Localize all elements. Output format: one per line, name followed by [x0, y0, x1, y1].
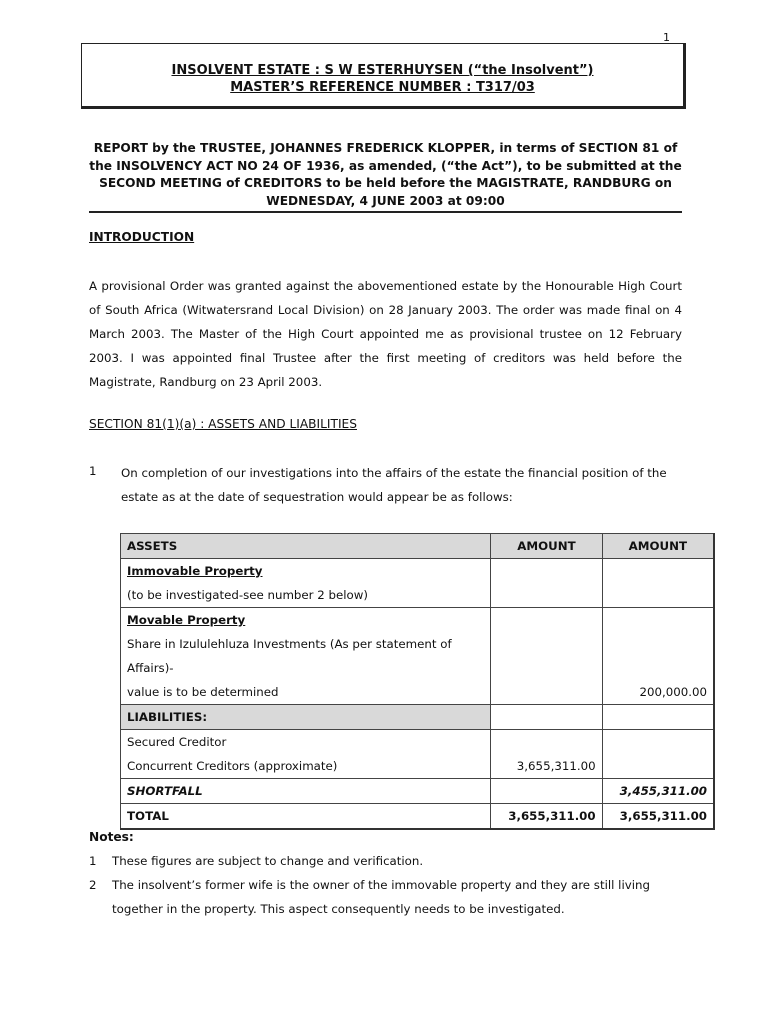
table-row: [121, 779, 715, 804]
list-item: [89, 873, 682, 921]
empty-cell: [491, 779, 602, 804]
table-row: [121, 730, 715, 779]
total-label: TOTAL: [121, 804, 491, 830]
movable-property-line-2: value is to be determined: [127, 685, 279, 699]
table-header-row: [121, 534, 715, 559]
secured-creditor-label: Secured Creditor: [127, 735, 227, 749]
header-assets: ASSETS: [121, 534, 491, 559]
page-number: 1: [663, 31, 670, 44]
table-row: [121, 608, 715, 705]
section-heading: SECTION 81(1)(a) : ASSETS AND LIABILITIES: [89, 417, 357, 431]
header-amount-2: AMOUNT: [602, 534, 714, 559]
introduction-text: A provisional Order was granted against the abovementioned estate by the Honourable High Court of South Africa (Witwatersrand Local Division) on 28 January 2003. The order was made final on 4 March 2003. The Master of the High Court appointed me as provisional trustee on 12 February 2003. I was appointed final Trustee after the first meeting of creditors was held before the Magistrate, Randburg on 23 April 2003.: [89, 279, 682, 389]
empty-cell: [491, 608, 602, 705]
empty-cell: [602, 730, 714, 779]
empty-cell: [602, 559, 714, 608]
concurrent-creditors-label: Concurrent Creditors (approximate): [127, 759, 338, 773]
note-number: 1: [89, 854, 97, 868]
table-row: [121, 559, 715, 608]
empty-cell: [491, 559, 602, 608]
movable-property-line-1: Share in Izululehluza Investments (As per statement of Affairs)-: [127, 637, 452, 675]
movable-property-amount: 200,000.00: [602, 608, 714, 705]
shortfall-amount: 3,455,311.00: [602, 779, 714, 804]
title-box: [81, 43, 686, 109]
notes-title: Notes:: [89, 830, 134, 844]
immovable-property-note: (to be investigated-see number 2 below): [127, 588, 369, 602]
introduction-heading: INTRODUCTION: [89, 230, 195, 244]
shortfall-label: SHORTFALL: [121, 779, 491, 804]
empty-cell: [491, 705, 602, 730]
reference-number: MASTER’S REFERENCE NUMBER : T317/03: [230, 80, 535, 95]
immovable-property-label: Immovable Property: [127, 564, 263, 578]
creditors-cell: [121, 730, 491, 779]
note-text: The insolvent’s former wife is the owner of the immovable property and they are still living together in the property. This aspect consequently needs to be investigated.: [112, 878, 650, 916]
estate-title: INSOLVENT ESTATE : S W ESTERHUYSEN (“the Insolvent”): [171, 63, 594, 78]
immovable-property-cell: [121, 559, 491, 608]
item-number: 1: [89, 464, 97, 478]
notes-list: [89, 849, 682, 921]
item-text: On completion of our investigations into the affairs of the estate the financial position of the estate as at the date of sequestration would appear be as follows:: [121, 466, 667, 504]
liabilities-label: LIABILITIES:: [121, 705, 491, 730]
empty-cell: [602, 705, 714, 730]
table-row: [121, 804, 715, 830]
movable-property-cell: [121, 608, 491, 705]
concurrent-creditors-amount: 3,655,311.00: [491, 730, 602, 779]
report-heading: REPORT by the TRUSTEE, JOHANNES FREDERICK KLOPPER, in terms of SECTION 81 of the INSOLVENCY ACT NO 24 OF 1936, as amended, (“the Act”), to be submitted at the SECOND MEETING of CREDITORS to be held before the MAGISTRATE, RANDBURG on WEDNESDAY, 4 JUNE 2003 at 09:00: [89, 140, 682, 213]
table-row: [121, 705, 715, 730]
movable-property-label: Movable Property: [127, 613, 246, 627]
list-item: [89, 849, 682, 873]
financial-position-table: [120, 533, 715, 830]
total-amount-2: 3,655,311.00: [602, 804, 714, 830]
total-amount-1: 3,655,311.00: [491, 804, 602, 830]
header-amount-1: AMOUNT: [491, 534, 602, 559]
note-number: 2: [89, 878, 97, 892]
note-text: These figures are subject to change and verification.: [112, 854, 424, 868]
